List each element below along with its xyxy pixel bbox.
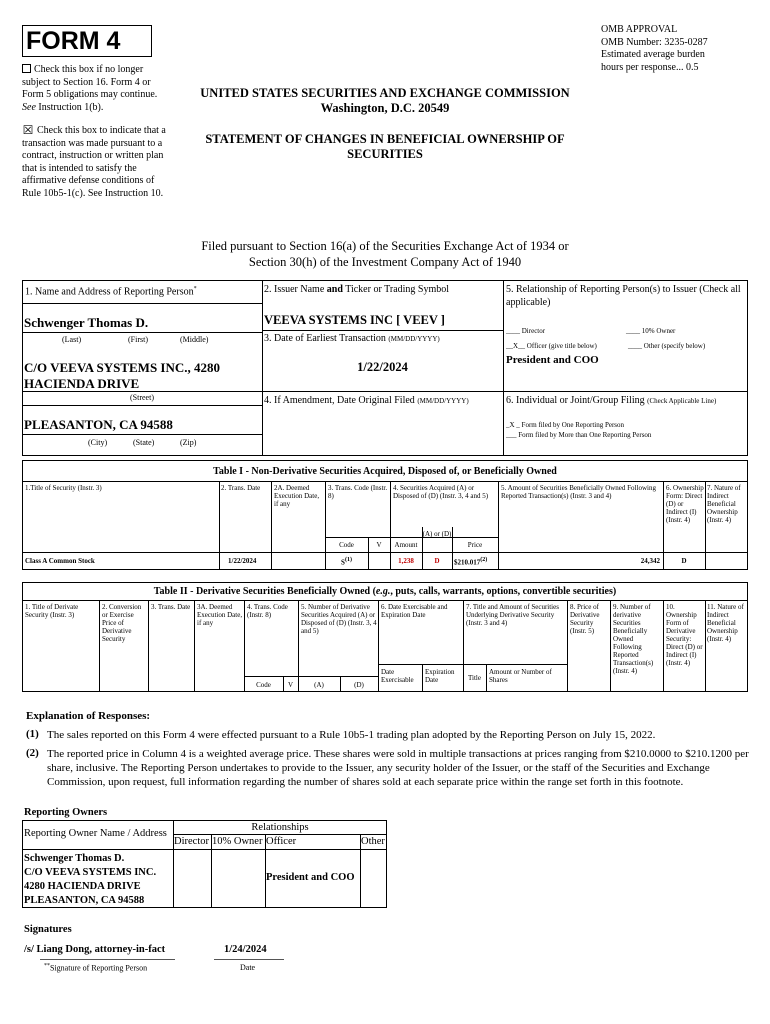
t2-h3: 3. Trans. Date: [151, 603, 191, 611]
t2-h11: 11. Nature of Indirect Beneficial Ownership (Instr. 4): [707, 603, 744, 644]
t2-h9: 9. Number of derivative Securities Beneficially Owned Following Reported Transaction(s) (Instr. 4): [613, 603, 654, 676]
officer-option: __X__ Officer (give title below): [506, 342, 597, 350]
t2-h2: 2. Conversion or Exercise Price of Derivative Security: [102, 603, 142, 644]
signatures-heading: Signatures: [24, 924, 72, 935]
owners-col-10pct: 10% Owner: [212, 836, 263, 847]
t2-sub-amt: Amount or Number of Shares: [489, 668, 552, 685]
form-title: FORM 4: [26, 27, 121, 55]
t2-h3a: 3A. Deemed Execution Date, if any: [197, 603, 243, 628]
t2-h10: 10. Ownership Form of Derivative Security: Direct (D) or Indirect (I) (Instr. 4): [666, 603, 703, 668]
statement-title: STATEMENT OF CHANGES IN BENEFICIAL OWNERSHIP OF SECURITIES: [205, 132, 565, 161]
t1-row-owned: 24,342: [640, 557, 660, 565]
t2-sub-d: (D): [354, 681, 364, 689]
owners-heading: Reporting Owners: [24, 807, 108, 818]
agency-name: UNITED STATES SECURITIES AND EXCHANGE COMMISSION: [200, 86, 570, 100]
explanation-heading: Explanation of Responses:: [26, 710, 151, 722]
form-title-box: [22, 25, 152, 57]
city-label: (City): [88, 438, 108, 447]
t2-h6: 6. Date Exercisable and Expiration Date: [381, 603, 448, 620]
omb-line2: OMB Number: 3235-0287: [601, 36, 708, 48]
owner-line4: PLEASANTON, CA 94588: [24, 895, 145, 906]
fn1-text: The sales reported on this Form 4 were effected pursuant to a Rule 10b5-1 trading plan adopted by the Reporting Person on July 15, 2022.: [47, 729, 656, 741]
t2-h8: 8. Price of Derivative Security (Instr. 5): [570, 603, 600, 636]
fn1-number: (1): [26, 728, 39, 740]
signature-date: 1/24/2024: [224, 944, 267, 955]
section16-instr: Instruction 1(b).: [38, 101, 104, 113]
t1-sub-amount: Amount: [394, 541, 418, 549]
t1-h6: 6. Ownership Form: Direct (D) or Indirect (I) (Instr. 4): [666, 484, 704, 525]
t1-row-date: 1/22/2024: [228, 557, 257, 565]
owner-line3: 4280 HACIENDA DRIVE: [24, 881, 141, 892]
t1-h5: 5. Amount of Securities Beneficially Owned Following Reported Transaction(s) (Instr. 3 and 4): [501, 484, 656, 501]
t2-sub-ed: Expiration Date: [425, 668, 455, 685]
box2-label: 2. Issuer Name and Ticker or Trading Symbol: [264, 284, 450, 295]
check-box-10b5: [22, 125, 172, 200]
box1-label: 1. Name and Address of Reporting Person*: [25, 286, 197, 298]
t2-h5: 5. Number of Derivative Securities Acquired (A) or Disposed of (D) (Instr. 3, 4 and 5): [301, 603, 377, 636]
box5-label: 5. Relationship of Reporting Person(s) to Issuer (Check all applicable): [506, 284, 741, 308]
section16-text: Check this box if no longer subject to Section 16. Form 4 or Form 5 obligations may continue.: [22, 64, 158, 100]
t1-row-form: D: [681, 557, 687, 565]
table1-title: Table I - Non-Derivative Securities Acquired, Disposed of, or Beneficially Owned: [213, 466, 557, 477]
t1-row-aord: D: [434, 557, 440, 565]
first-label: (First): [128, 335, 148, 344]
earliest-transaction-date: 1/22/2024: [357, 360, 408, 374]
table2-title: Table II - Derivative Securities Beneficially Owned (e.g., puts, calls, warrants, options, convertible securities): [153, 586, 617, 597]
t2-sub-a: (A): [314, 681, 324, 689]
date-label: Date: [240, 963, 256, 972]
filing-option2: ___ Form filed by More than One Reporting Person: [506, 431, 652, 439]
filed-line2: Section 30(h) of the Investment Company Act of 1940: [248, 255, 522, 269]
officer-title: President and COO: [506, 354, 599, 366]
omb-block: [601, 24, 766, 74]
zip-label: (Zip): [180, 438, 197, 447]
t1-sub-price: Price: [467, 541, 483, 549]
t1-row-code: $S^{(1)}$: [341, 557, 352, 567]
box4-label: 4. If Amendment, Date Original Filed (MM/DD/YYYY): [264, 395, 469, 406]
owners-col-director: Director: [174, 836, 209, 847]
rule10b5-checkbox[interactable]: ☒: [22, 123, 34, 137]
section16-see: See: [22, 101, 36, 113]
filing-option1: _X _ Form filed by One Reporting Person: [506, 421, 625, 429]
t2-sub-title: Title: [468, 674, 481, 682]
owners-col-officer: Officer: [266, 836, 297, 847]
omb-line3: Estimated average burden: [601, 49, 705, 60]
owner-line1: Schwenger Thomas D.: [24, 853, 125, 864]
owner-name-block: [24, 852, 156, 908]
agency-city: Washington, D.C. 20549: [320, 101, 450, 115]
t1-h4: 4. Securities Acquired (A) or Disposed of (D) (Instr. 3, 4 and 5): [393, 484, 489, 501]
t1-h1: 1.Title of Security (Instr. 3): [25, 484, 102, 492]
tenpct-option: ____ 10% Owner: [626, 327, 676, 335]
t1-row-title: Class A Common Stock: [25, 557, 95, 565]
issuer-name: VEEVA SYSTEMS INC [ VEEV ]: [264, 313, 445, 327]
t1-sub-v: V: [376, 541, 382, 549]
middle-label: (Middle): [180, 335, 209, 344]
street-label: (Street): [130, 393, 154, 402]
box3-label: 3. Date of Earliest Transaction (MM/DD/YYYY): [264, 333, 440, 344]
rule10b5-text: Check this box to indicate that a transaction was made pursuant to a contract, instruction or written plan that is intended to satisfy the affirmative defense conditions of Rule 10b5-1(c). See Instruction 10.: [22, 125, 166, 199]
street-value: C/O VEEVA SYSTEMS INC., 4280 HACIENDA DRIVE: [24, 360, 221, 391]
last-label: (Last): [62, 335, 82, 344]
t1-sub-aord: (A) or (D): [422, 530, 452, 538]
state-label: (State): [133, 438, 155, 447]
t1-h3: 3. Trans. Code (Instr. 8): [328, 484, 388, 501]
t2-h7: 7. Title and Amount of Securities Underlying Derivative Security (Instr. 3 and 4): [466, 603, 559, 628]
t2-sub-de: Date Exercisable: [381, 668, 414, 685]
t2-sub-code: Code: [256, 681, 271, 689]
t1-sub-code: Code: [339, 541, 354, 549]
t1-h2a: 2A. Deemed Execution Date, if any: [274, 484, 320, 509]
owners-col-other: Other: [361, 836, 385, 847]
other-option: ____ Other (specify below): [628, 342, 706, 350]
owners-col-rel: Relationships: [251, 822, 309, 833]
signer-name: /s/ Liang Dong, attorney-in-fact: [24, 944, 166, 955]
fn2-text: The reported price in Column 4 is a weighted average price. These shares were sold in multiple transactions at prices ranging from $210.0000 to $210.1200 per share, inclusive. The Reporting Person undertakes to provide to the Issuer, any security holder of the Issuer, or the staff of the Securities and Exchange Commission, upon request, full information regarding the number of shares sold at each separate price within the range set forth in this footnote.: [47, 748, 749, 788]
reporting-person-name: Schwenger Thomas D.: [24, 315, 149, 330]
t1-h2: 2. Trans. Date: [221, 484, 261, 492]
t1-h7: 7. Nature of Indirect Beneficial Ownership (Instr. 4): [707, 484, 741, 525]
director-option: ____ Director: [506, 327, 546, 335]
t2-h4: 4. Trans. Code (Instr. 8): [247, 603, 288, 620]
city-value: PLEASANTON, CA 94588: [24, 417, 173, 432]
t1-row-price: $210.017$^{(2)}$: [454, 557, 488, 567]
box6-label: 6. Individual or Joint/Group Filing (Check Applicable Line): [506, 395, 717, 406]
owner-officer-title: President and COO: [266, 872, 355, 883]
owner-line2: C/O VEEVA SYSTEMS INC.: [24, 867, 157, 878]
owners-col-name: Reporting Owner Name / Address: [24, 828, 167, 839]
t1-row-amount: 1,238: [398, 557, 414, 565]
omb-line4: hours per response... 0.5: [601, 61, 699, 73]
t2-h1: 1. Title of Derivate Security (Instr. 3): [25, 603, 79, 620]
check-box-section16: [22, 64, 172, 114]
filed-line1: Filed pursuant to Section 16(a) of the Securities Exchange Act of 1934 or: [201, 239, 569, 253]
signature-label: **Signature of Reporting Person: [44, 963, 148, 973]
omb-line1: OMB APPROVAL: [601, 24, 678, 35]
fn2-number: (2): [26, 747, 39, 759]
section16-checkbox[interactable]: [22, 64, 31, 73]
t2-sub-v: V: [287, 681, 294, 689]
